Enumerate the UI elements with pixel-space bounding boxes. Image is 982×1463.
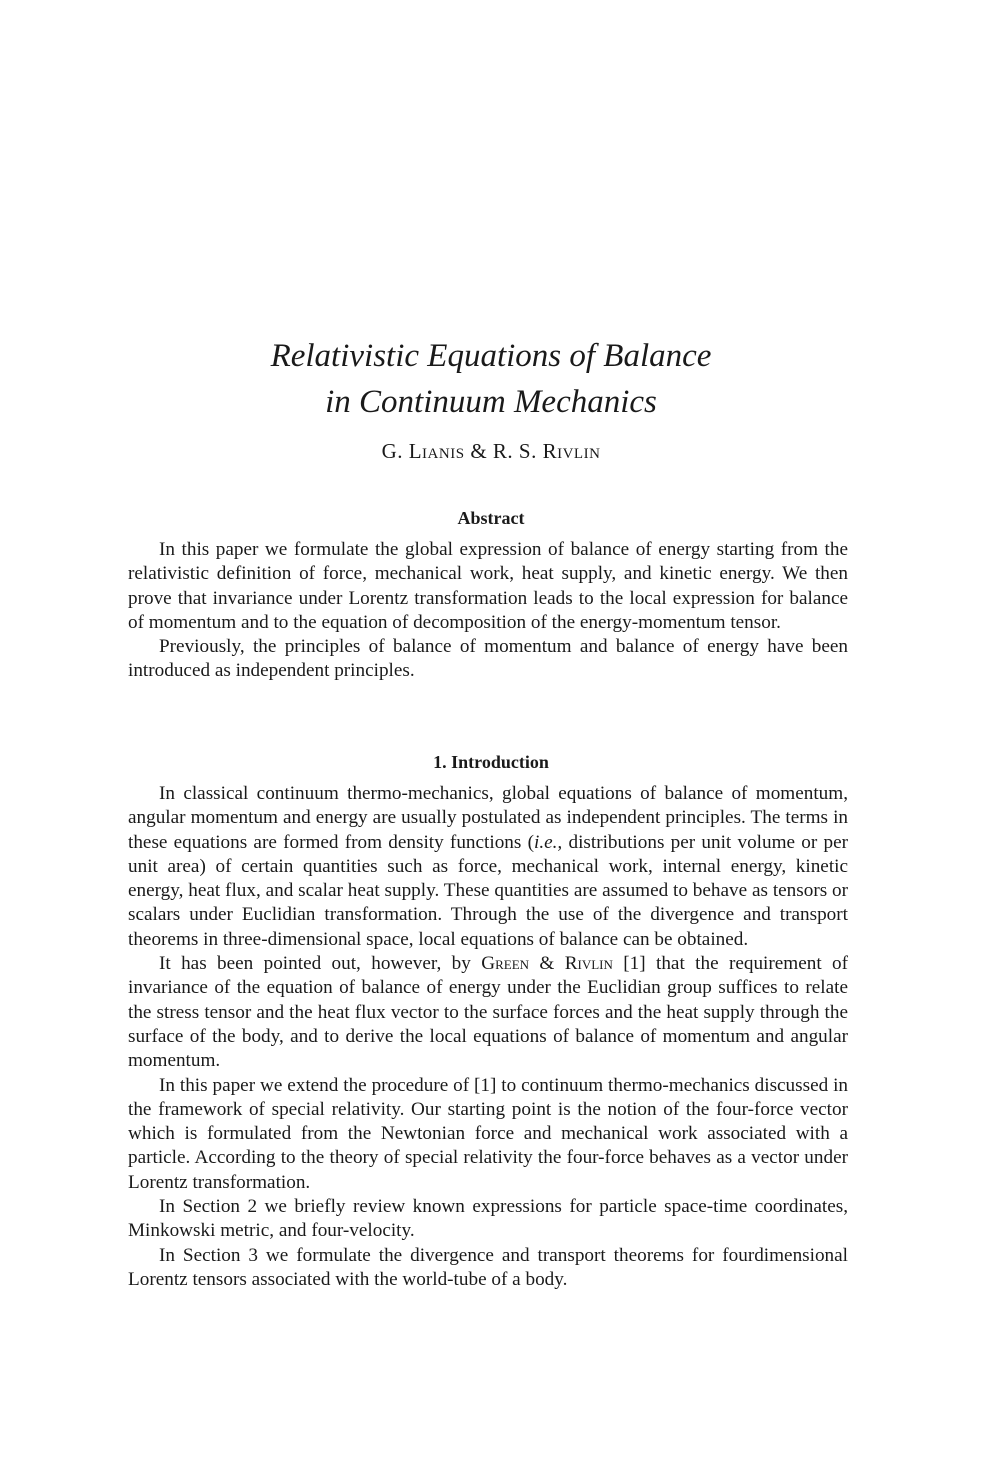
intro-paragraph-2 [128, 952, 848, 1073]
section-heading-introduction: 1. Introduction [433, 752, 549, 772]
paper-title [0, 333, 982, 425]
author-separator: & [464, 439, 493, 463]
intro-p2-text-a: It has been pointed out, however, by [159, 953, 482, 975]
intro-p2-text-b: [1] that the requirement of invariance of the equation of balance of energy under the Euclidian group suffices to relate the stress tensor and the heat flux vector to the surface forces and the heat supply through the surface of the body, and to derive the local equations of balance of momentum and angular momentum. [128, 953, 848, 1072]
author-1: G. Lianis [381, 439, 465, 463]
intro-p2-citation: Green & Rivlin [481, 953, 613, 975]
abstract-paragraph-2: Previously, the principles of balance of momentum and balance of energy have been introduced as independent principles. [128, 636, 848, 682]
intro-paragraph-1 [128, 782, 848, 952]
title-line-1: Relativistic Equations of Balance [270, 338, 712, 374]
intro-paragraph-3: In this paper we extend the procedure of [1] to continuum thermo-mechanics discussed in the framework of special relativity. Our starting point is the notion of the four-force vector which is formulated from the Newtonian force and mechanical work associated with a particle. According to the theory of special relativity the four-force behaves as a vector under Lorentz transformation. [128, 1074, 848, 1193]
intro-p1-text-b: distributions per unit volume or per unit area) of certain quantities such as force, mechanical work, internal energy, kinetic energy, heat flux, and scalar heat supply. These quantities are assumed to behave as tensors or scalars under Euclidian transformation. Through the use of the divergence and transport theorems in three-dimensional space, local equations of balance can be obtained. [128, 831, 848, 950]
title-line-2: in Continuum Mechanics [325, 384, 657, 420]
intro-p1-ie: i.e., [533, 831, 563, 853]
abstract-paragraph-1: In this paper we formulate the global expression of balance of energy starting from the relativistic definition of force, mechanical work, heat supply, and kinetic energy. We then prove that invariance under Lorentz transformation leads to the local expression for balance of momentum and to the equation of decomposition of the energy-momentum tensor. [128, 539, 848, 633]
introduction-body [128, 782, 848, 1292]
intro-p1-text-a: In classical continuum thermo-mechanics, global equations of balance of momentum, angular momentum and energy are usually postulated as independent principles. The terms in these equations are formed from density functions ( [128, 783, 848, 853]
abstract-heading: Abstract [457, 508, 525, 528]
author-2: R. S. Rivlin [492, 439, 601, 463]
author-line [0, 437, 982, 465]
intro-paragraph-4: In Section 2 we briefly review known expressions for particle space-time coordinates, Minkowski metric, and four-velocity. [128, 1196, 848, 1242]
intro-paragraph-5: In Section 3 we formulate the divergence and transport theorems for fourdimensional Lorentz tensors associated with the world-tube of a body. [128, 1244, 848, 1290]
abstract-body [128, 538, 848, 684]
